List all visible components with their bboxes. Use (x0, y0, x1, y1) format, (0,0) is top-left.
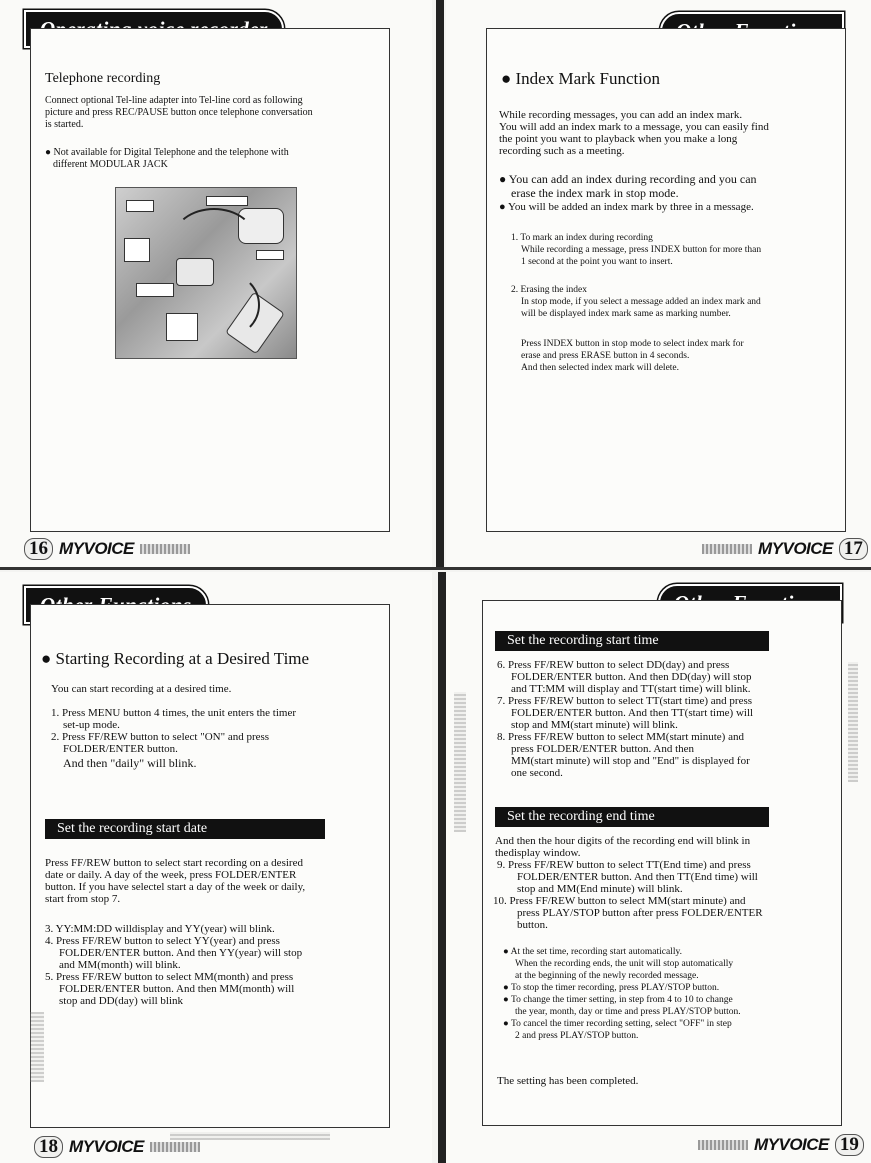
p19-step1-1: 6. Press FF/REW button to select DD(day) and press (497, 659, 730, 671)
page-number-19: 19 (835, 1134, 864, 1156)
p17-step2b-1: Press INDEX button in stop mode to select index mark for (521, 339, 744, 349)
label-tag-1 (126, 200, 154, 212)
p19-step2-7: press PLAY/STOP button after press FOLDER/ENTER (517, 907, 763, 919)
tel-adapter-illustration (115, 187, 297, 359)
scan-divider (0, 567, 871, 570)
p19-step1-9: MM(start minute) will stop and "End" is displayed for (511, 755, 750, 767)
p16-note-1: ● Not available for Digital Telephone and the telephone with (45, 147, 289, 158)
start-date-bar: Set the recording start date (45, 819, 325, 839)
p18-step-3: 2. Press FF/REW button to select "ON" and press (51, 731, 270, 743)
p17-step2-1: 2. Erasing the index (511, 285, 587, 295)
p19-step1-4: 7. Press FF/REW button to select TT(start time) and press (497, 695, 753, 707)
book-spine-top (436, 0, 444, 567)
telephone-recording-heading: Telephone recording (45, 71, 161, 86)
footer-stripe (140, 544, 190, 554)
footer-stripe (702, 544, 752, 554)
label-tag-2 (206, 196, 248, 206)
page-number-16: 16 (24, 538, 53, 560)
p18-step2-4: and MM(month) will blink. (59, 959, 181, 971)
p19-step1-8: press FOLDER/ENTER button. And then (511, 743, 695, 755)
p18-intro: You can start recording at a desired time. (51, 683, 232, 695)
page-18 (0, 572, 432, 1163)
p19-note-3: at the beginning of the newly recorded message. (515, 971, 699, 981)
p18-step-2: set-up mode. (63, 719, 120, 731)
p19-note-5: ● To change the timer setting, in step from 4 to 10 to change (503, 995, 733, 1005)
page-18-content-box (30, 604, 390, 1128)
end-time-bar: Set the recording end time (495, 807, 769, 827)
p18-step-4: FOLDER/ENTER button. (63, 743, 178, 755)
bleed-through-smudge (30, 1012, 44, 1082)
desired-time-heading: ● Starting Recording at a Desired Time (41, 649, 310, 668)
p19-note-6: the year, month, day or time and press PLAY/STOP button. (515, 1007, 741, 1017)
p16-note-2: different MODULAR JACK (53, 159, 168, 170)
p19-step2-3: 9. Press FF/REW button to select TT(End time) and press (497, 859, 751, 871)
bleed-through-smudge (848, 662, 858, 782)
page-19-footer (698, 1134, 864, 1156)
p19-step1-10: one second. (511, 767, 563, 779)
p19-step2-1: And then the hour digits of the recording end will blink in (495, 835, 751, 847)
p16-para-3: is started. (45, 119, 84, 130)
p16-para-1: Connect optional Tel-line adapter into Tel-line cord as following (45, 95, 303, 106)
p17-intro-2: You will add an index mark to a message, you can easily find (499, 121, 769, 133)
p17-step1-1: 1. To mark an index during recording (511, 233, 653, 243)
page-17 (446, 0, 871, 567)
label-tag-3 (124, 238, 150, 262)
p19-step1-5: FOLDER/ENTER button. And then TT(start time) will (511, 707, 754, 719)
brand-logo: MYVOICE (69, 1137, 144, 1156)
page-17-content-box (486, 28, 846, 532)
page-number-17: 17 (839, 538, 868, 560)
p17-step1-2: While recording a message, press INDEX button for more than (521, 245, 762, 255)
p18-step2-6: FOLDER/ENTER button. And then MM(month) will (59, 983, 295, 995)
p19-step2-4: FOLDER/ENTER button. And then TT(End time) will (517, 871, 758, 883)
p19-step1-2: FOLDER/ENTER button. And then DD(day) will stop (511, 671, 752, 683)
p18-step2-7: stop and DD(day) will blink (59, 995, 184, 1007)
p17-bullet-1: ● You can add an index during recording and you can (499, 172, 757, 186)
p17-step2-2: In stop mode, if you select a message added an index mark and (521, 297, 761, 307)
p18-step2-2: 4. Press FF/REW button to select YY(year) and press (45, 935, 280, 947)
p19-step2-8: button. (517, 919, 548, 931)
label-tag-4 (256, 250, 284, 260)
cord-line-2 (196, 273, 260, 337)
p17-step1-3: 1 second at the point you want to insert. (521, 257, 673, 267)
page-number-18: 18 (34, 1136, 63, 1158)
start-time-bar: Set the recording start time (495, 631, 769, 651)
p18-para-3: button. If you have selectel start a day of the week or daily, (45, 881, 306, 893)
p19-step1-3: and TT:MM will display and TT(start time) will blink. (511, 683, 751, 695)
footer-stripe (150, 1142, 200, 1152)
p17-intro-1: While recording messages, you can add an index mark. (499, 109, 743, 121)
p19-step1-7: 8. Press FF/REW button to select MM(start minute) and (497, 731, 744, 743)
p18-para-4: start from stop 7. (45, 893, 121, 905)
p17-intro-4: recording such as a meeting. (499, 145, 625, 157)
brand-logo: MYVOICE (59, 539, 134, 558)
page-18-footer (34, 1136, 200, 1158)
p17-intro-3: the point you want to playback when you make a long (499, 133, 738, 145)
p19-note-1: ● At the set time, recording start automatically. (503, 947, 682, 957)
p18-step-5: And then "daily" will blink. (63, 756, 197, 770)
index-mark-heading: ● Index Mark Function (501, 69, 660, 88)
book-spine-bottom (438, 572, 446, 1163)
brand-logo: MYVOICE (754, 1135, 829, 1154)
p17-bullet-2: erase the index mark in stop mode. (511, 186, 679, 200)
p18-para-2: date or daily. A day of the week, press FOLDER/ENTER (45, 869, 297, 881)
page-16-content-box (30, 28, 390, 532)
p18-para-1: Press FF/REW button to select start recording on a desired (45, 857, 303, 869)
p19-step1-6: stop and MM(start minute) will blink. (511, 719, 678, 731)
p19-note-7: ● To cancel the timer recording setting, select "OFF" in step (503, 1019, 732, 1029)
p18-step-1: 1. Press MENU button 4 times, the unit enters the timer (51, 707, 297, 719)
p19-step2-5: stop and MM(End minute) will blink. (517, 883, 683, 895)
bleed-through-smudge (454, 692, 466, 832)
p18-step2-5: 5. Press FF/REW button to select MM(month) and press (45, 971, 294, 983)
p19-note-4: ● To stop the timer recording, press PLAY/STOP button. (503, 983, 720, 993)
page-16-footer (24, 538, 190, 560)
p18-step2-3: FOLDER/ENTER button. And then YY(year) will stop (59, 947, 303, 959)
p17-step2b-3: And then selected index mark will delete. (521, 363, 680, 373)
p16-para-2: picture and press REC/PAUSE button once telephone conversation (45, 107, 313, 118)
p17-bullet-3: ● You will be added an index mark by three in a message. (499, 201, 754, 213)
p19-closing: The setting has been completed. (497, 1075, 639, 1087)
p19-step2-2: thedisplay window. (495, 847, 581, 859)
cord-line-1 (172, 208, 256, 272)
p17-step2b-2: erase and press ERASE button in 4 seconds. (521, 351, 690, 361)
page-19 (446, 572, 871, 1163)
page-19-content-box (482, 600, 842, 1126)
page-17-footer (702, 538, 868, 560)
p19-step2-6: 10. Press FF/REW button to select MM(start minute) and (493, 895, 746, 907)
footer-stripe (698, 1140, 748, 1150)
label-tag-5 (136, 283, 174, 297)
p18-step2-1: 3. YY:MM:DD willdisplay and YY(year) will blink. (45, 923, 275, 935)
page-16 (0, 0, 432, 567)
label-tag-6 (166, 313, 198, 341)
p17-step2-3: will be displayed index mark same as marking number. (521, 309, 731, 319)
brand-logo: MYVOICE (758, 539, 833, 558)
p19-note-2: When the recording ends, the unit will stop automatically (515, 959, 734, 969)
p19-note-8: 2 and press PLAY/STOP button. (515, 1031, 639, 1041)
